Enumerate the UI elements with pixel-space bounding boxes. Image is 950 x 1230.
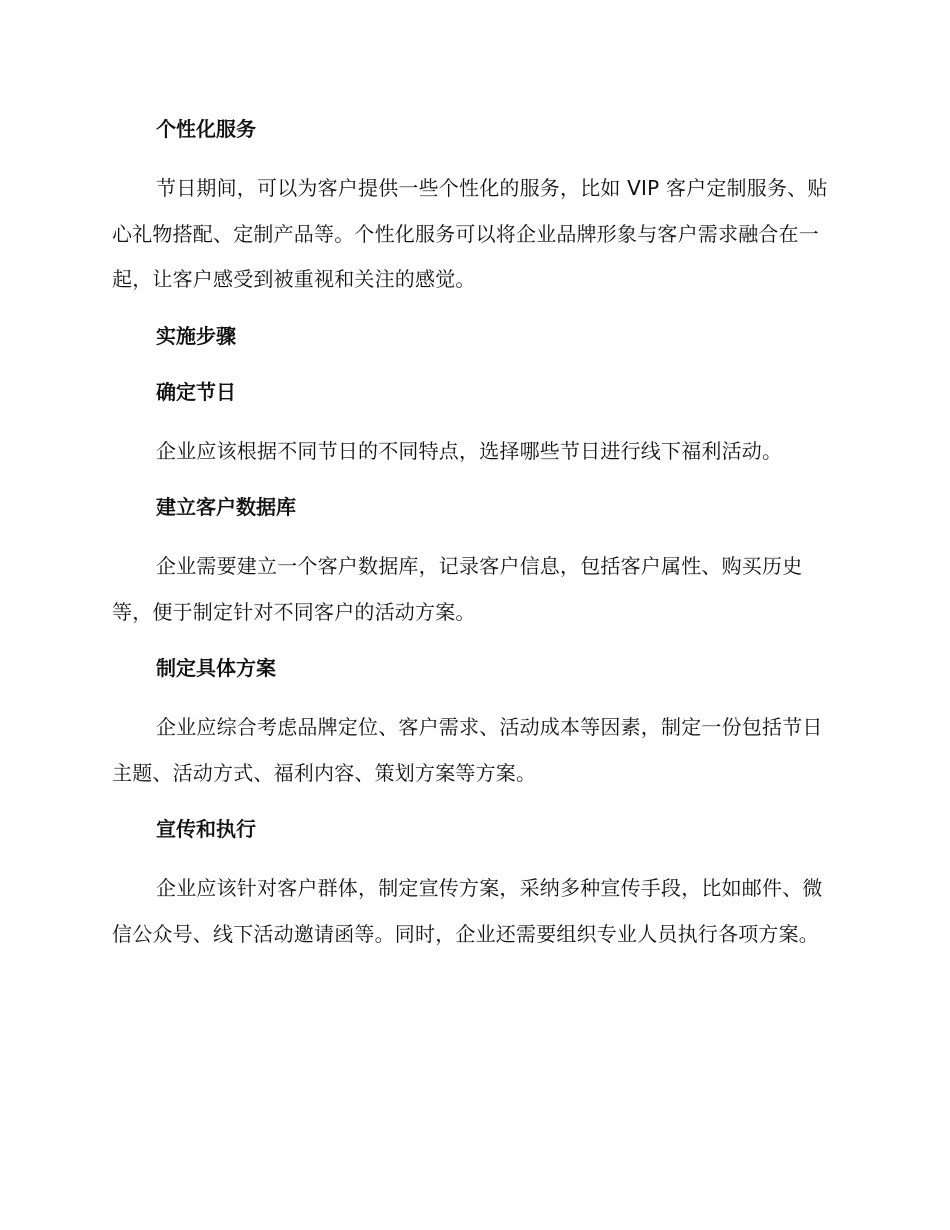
spacer: [112, 846, 832, 866]
spacer: [112, 146, 832, 166]
spacer: [112, 635, 832, 651]
spacer: [112, 353, 832, 375]
spacer: [112, 524, 832, 544]
section-heading-implementation-steps: 实施步骤: [156, 323, 236, 348]
spacer: [112, 474, 832, 490]
section-paragraph-determine-holiday: 企业应该根据不同节日的不同特点，选择哪些节日进行线下福利活动。: [156, 438, 783, 463]
section-heading-determine-holiday: 确定节日: [156, 379, 236, 404]
section-heading-promotion-execution: 宣传和执行: [156, 817, 256, 841]
section-paragraph-personalized-service: 节日期间，可以为客户提供一些个性化的服务，比如 VIP 客户定制服务、贴心礼物搭配、定制产品等。个性化服务可以将企业品牌形象与客户需求融合在一起，让客户感受到被重视和关注的感觉。: [112, 176, 828, 291]
spacer: [112, 685, 832, 705]
section-paragraph-customer-database: 企业需要建立一个客户数据库，记录客户信息，包括客户属性、购买历史等，便于制定针对不同客户的活动方案。: [112, 554, 803, 624]
document-body: [112, 112, 832, 957]
spacer: [112, 796, 832, 812]
section-paragraph-promotion-execution: 企业应该针对客户群体，制定宣传方案，采纳多种宣传手段，比如邮件、微信公众号、线下活动邀请函等。同时，企业还需要组织专业人员执行各项方案。: [112, 876, 823, 946]
spacer: [112, 303, 832, 319]
section-heading-personalized-service: 个性化服务: [156, 117, 256, 141]
spacer: [112, 409, 832, 429]
section-heading-specific-plan: 制定具体方案: [156, 656, 276, 680]
section-heading-customer-database: 建立客户数据库: [156, 495, 296, 519]
section-paragraph-specific-plan: 企业应综合考虑品牌定位、客户需求、活动成本等因素，制定一份包括节日主题、活动方式、福利内容、策划方案等方案。: [112, 715, 823, 785]
